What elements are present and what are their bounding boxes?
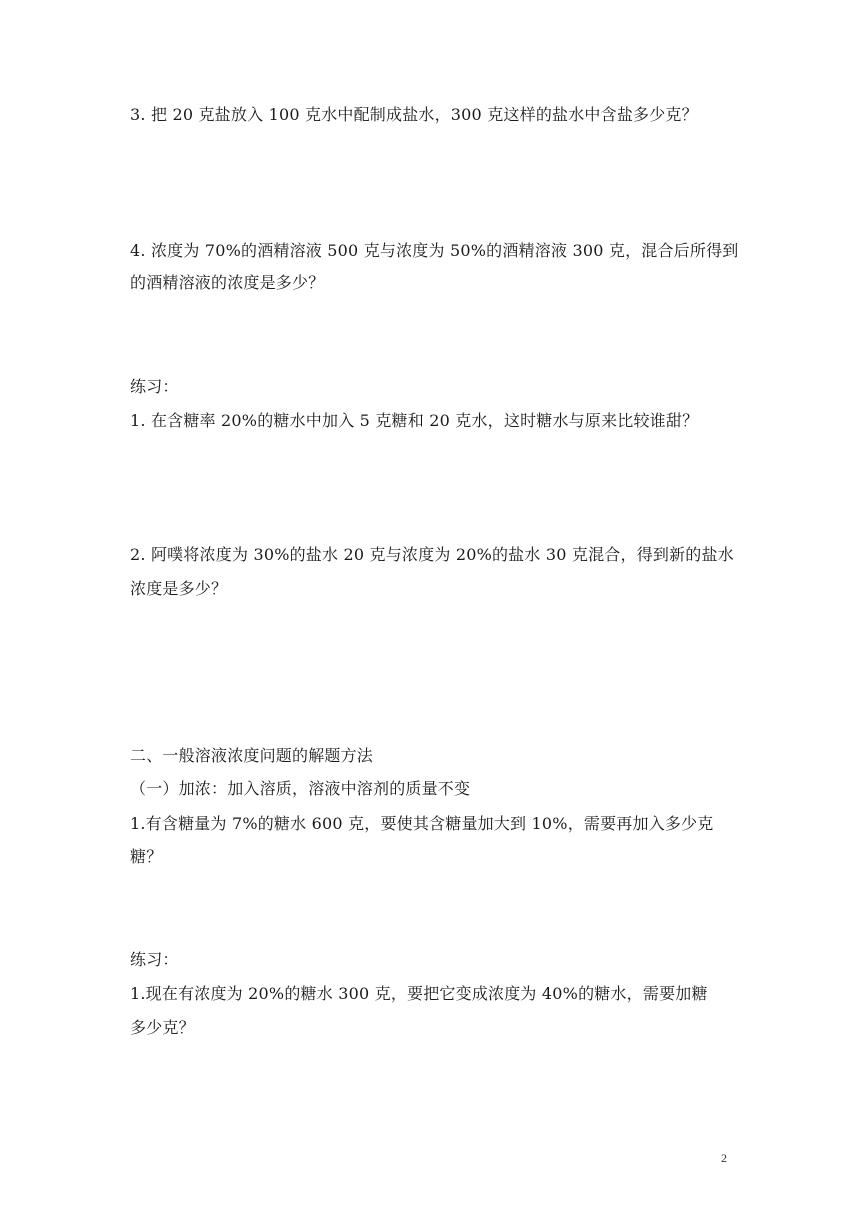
section-heading: 二、一般溶液浓度问题的解题方法: [130, 746, 374, 765]
practice-question-1-line-1: 1.现在有浓度为 20%的糖水 300 克，要把它变成浓度为 40%的糖水，需要加糖: [130, 984, 708, 1003]
practice-heading: 练习：: [130, 950, 179, 969]
practice-question-1-line-2: 多少克？: [130, 1018, 195, 1037]
practice-question-1: 1. 在含糖率 20%的糖水中加入 5 克糖和 20 克水，这时糖水与原来比较谁甜？: [130, 411, 699, 430]
question-4-line-1: 4. 浓度为 70%的酒精溶液 500 克与浓度为 50%的酒精溶液 300 克，混合后所得到: [130, 241, 739, 260]
question-3: 3. 把 20 克盐放入 100 克水中配制成盐水，300 克这样的盐水中含盐多少克？: [130, 105, 698, 124]
practice-question-2-line-2: 浓度是多少？: [130, 579, 228, 598]
subsection-heading: （一）加浓：加入溶质，溶液中溶剂的质量不变: [130, 779, 471, 798]
question-4-line-2: 的酒精溶液的浓度是多少？: [130, 273, 325, 292]
practice-heading: 练习：: [130, 377, 179, 396]
example-1-line-1: 1.有含糖量为 7%的糖水 600 克，要使其含糖量加大到 10%，需要再加入多少克: [130, 814, 714, 833]
practice-question-2-line-1: 2. 阿噗将浓度为 30%的盐水 20 克与浓度为 20%的盐水 30 克混合，得到新的盐水: [130, 545, 734, 564]
example-1-line-2: 糖？: [130, 847, 163, 866]
page-number: 2: [721, 1151, 727, 1165]
